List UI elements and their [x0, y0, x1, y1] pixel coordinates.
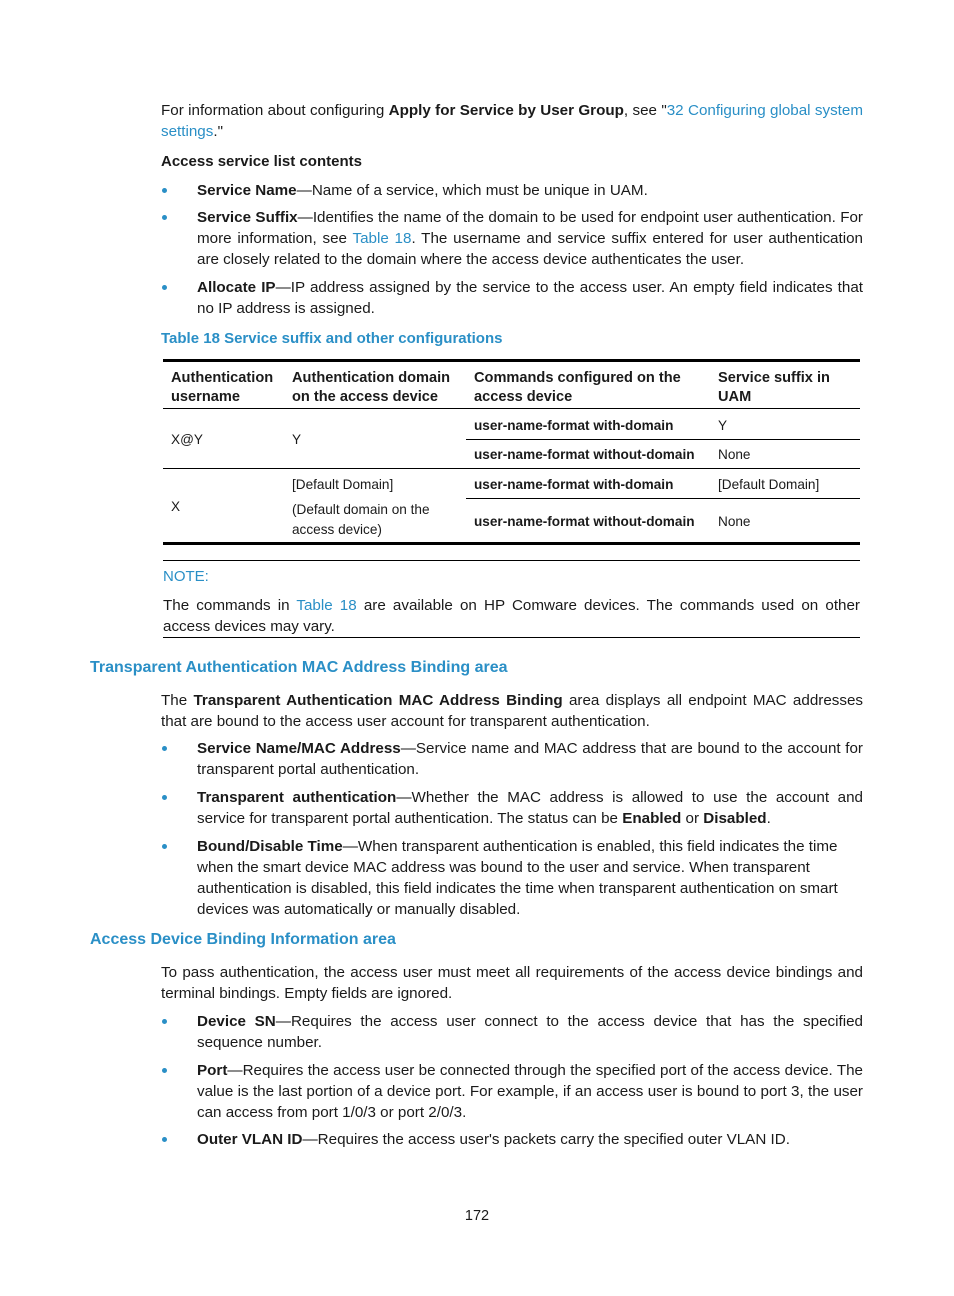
intro-paragraph	[161, 100, 863, 142]
note-bottom-rule	[163, 637, 860, 638]
note-desc: are available on HP Comware devices. The commands used on other access devices may vary.	[163, 597, 860, 635]
bullet-service-name	[197, 180, 863, 201]
cell-username: X	[171, 499, 181, 514]
bullet-desc: —IP address assigned by the service to the access user. An empty field indicates that no IP address is assigned.	[197, 279, 864, 317]
bullet-desc: —Requires the access user's packets carry the specified outer VLAN ID.	[302, 1131, 790, 1148]
page-number: 172	[464, 1208, 490, 1224]
note-label: NOTE:	[163, 568, 209, 585]
bullet-term: Outer VLAN ID	[197, 1131, 303, 1148]
status-disabled: Disabled	[703, 810, 767, 827]
bullet-device-sn	[197, 1011, 863, 1053]
bullet-desc: or	[681, 810, 704, 827]
bullet-term: Port	[197, 1062, 228, 1079]
bullet-dot	[162, 844, 167, 849]
bullet-term: Allocate IP	[197, 279, 276, 296]
cell-suffix: [Default Domain]	[718, 477, 820, 492]
cell-suffix: None	[718, 514, 751, 529]
bullet-desc: —Identifies the name of the domain to be used for endpoint user authentication. For more information, see	[197, 209, 863, 247]
para-text: area displays all endpoint MAC addresses that are bound to the access user account for transparent authentication.	[161, 692, 863, 730]
bullet-desc: . The username and service suffix entered for user authentication are closely related to the domain where the access device authenticates the user.	[197, 230, 863, 268]
note-top-rule	[163, 560, 860, 561]
bullet-desc: —When transparent authentication is enabled, this field indicates the time when the smart device MAC address was bound to the user and service. When transparent authentication is disabled, this field indicates the time when transparent authentication on smart devices was automatically or manually disabled.	[197, 838, 838, 918]
section-heading-mac-binding: Transparent Authentication MAC Address Binding area	[90, 659, 508, 676]
bullet-bound-time	[197, 836, 857, 920]
bullet-term: Service Suffix	[197, 209, 298, 226]
row-rule	[466, 439, 860, 440]
note-text	[163, 595, 860, 637]
bullet-term: Service Name	[197, 182, 297, 199]
bullet-desc: —Service name and MAC address that are bound to the account for transparent portal authentication.	[197, 740, 863, 778]
section2-paragraph: To pass authentication, the access user must meet all requirements of the access device bindings and terminal bindings. Empty fields are ignored.	[161, 964, 863, 1002]
intro-bold-term: Apply for Service by User Group	[388, 102, 624, 119]
bullet-term: Transparent authentication	[197, 789, 397, 806]
header-commands: Commands configured on the access device	[474, 370, 681, 405]
cell-command: user-name-format without-domain	[474, 514, 695, 529]
cell-suffix: None	[718, 447, 751, 462]
bullet-term: Service Name/MAC Address	[197, 740, 401, 757]
bullet-term: Device SN	[197, 1013, 276, 1030]
intro-text: ."	[213, 123, 223, 140]
bullet-dot	[162, 285, 167, 290]
cell-suffix: Y	[718, 418, 728, 433]
bullet-dot	[162, 1068, 167, 1073]
section-heading-device-binding: Access Device Binding Information area	[90, 931, 396, 948]
cell-domain: [Default Domain]	[292, 477, 394, 492]
bullet-service-name-mac	[197, 738, 863, 780]
table-18-link[interactable]: Table 18	[352, 230, 412, 247]
bullet-service-suffix	[197, 207, 863, 270]
bullet-transparent-auth	[197, 787, 863, 829]
group-rule	[163, 468, 860, 469]
header-auth-domain: Authentication domain on the access device	[292, 370, 451, 405]
status-enabled: Enabled	[622, 810, 682, 827]
bullet-dot	[162, 215, 167, 220]
header-service-suffix: Service suffix in UAM	[718, 370, 830, 405]
bullet-dot	[162, 795, 167, 800]
cell-username: X@Y	[171, 432, 203, 447]
bullet-desc: —Requires the access user be connected through the specified port of the access device. The value is the last portion of a device port. For example, if an access user is bound to port 3, the user can access from port 1/0/3 or port 2/0/3.	[197, 1062, 863, 1121]
bullet-allocate-ip	[197, 277, 863, 319]
bullet-desc: —Whether the MAC address is allowed to use the account and service for transparent portal authentication. The status can be	[197, 789, 863, 827]
bullet-desc: —Requires the access user connect to the access device that has the specified sequence number.	[197, 1013, 863, 1051]
intro-text: , see "	[623, 102, 667, 119]
cell-domain: Y	[292, 432, 302, 447]
bullet-port	[197, 1060, 863, 1123]
row-rule	[466, 498, 860, 499]
note-table-link[interactable]: Table 18	[296, 597, 357, 614]
note-desc: The commands in	[163, 597, 297, 614]
table-caption: Table 18 Service suffix and other configurations	[161, 330, 503, 347]
bullet-dot	[162, 1019, 167, 1024]
bullet-dot	[162, 188, 167, 193]
bullet-dot	[162, 746, 167, 751]
header-auth-username: Authentication username	[171, 370, 274, 405]
bullet-desc: —Name of a service, which must be unique in UAM.	[296, 182, 648, 199]
cell-domain-note: (Default domain on the access device)	[292, 502, 430, 537]
bullet-term: Bound/Disable Time	[197, 838, 343, 855]
cell-command: user-name-format with-domain	[474, 477, 674, 492]
access-list-heading: Access service list contents	[161, 153, 362, 170]
global-settings-link[interactable]: 32 Configuring global system settings	[161, 102, 863, 140]
section1-paragraph	[161, 690, 863, 732]
bullet-desc: .	[766, 810, 771, 827]
table-bottom-rule	[163, 542, 860, 545]
para-bold-term: Transparent Authentication MAC Address Binding	[193, 692, 563, 709]
table-top-rule	[163, 359, 860, 362]
intro-text: For information about configuring	[161, 102, 389, 119]
bullet-outer-vlan	[197, 1129, 863, 1150]
cell-command: user-name-format with-domain	[474, 418, 674, 433]
header-rule	[163, 408, 860, 409]
cell-command: user-name-format without-domain	[474, 447, 695, 462]
bullet-dot	[162, 1137, 167, 1142]
para-text: The	[161, 692, 194, 709]
